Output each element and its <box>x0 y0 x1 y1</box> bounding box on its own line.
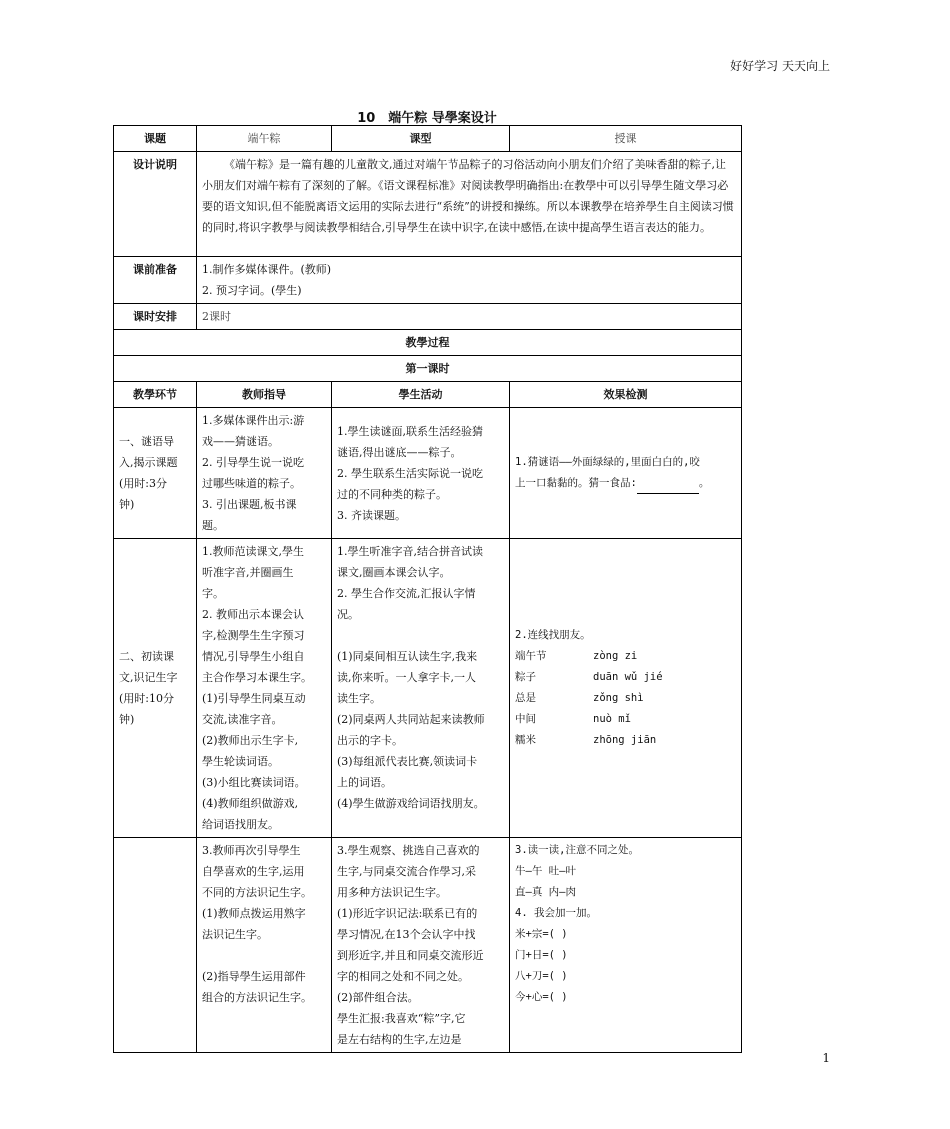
match-pair <box>515 709 736 730</box>
teacher-line: 字,检测學生生字预习 <box>202 629 305 642</box>
teacher-line: 自學喜欢的生字,运用 <box>202 865 305 878</box>
match-pair <box>515 667 736 688</box>
student-line: 2. 學生合作交流,汇报认字情 <box>337 587 476 600</box>
teacher-line: 法识记生字。 <box>202 928 268 941</box>
student-line: 况。 <box>337 608 359 621</box>
student-line: 字的相同之处和不同之处。 <box>337 970 469 983</box>
topic-label: 课题 <box>114 126 197 152</box>
student-line: 1.學生读谜面,联系生活经验猜 <box>337 424 483 438</box>
student-line: 上的词语。 <box>337 776 392 789</box>
teacher-line <box>202 945 326 966</box>
table-row <box>114 838 742 1053</box>
match-pair <box>515 646 736 667</box>
teacher-cell <box>197 838 332 1053</box>
teacher-line: (1)引导學生同桌互动 <box>202 692 306 705</box>
column-header: 教师指导 <box>197 382 332 408</box>
teacher-line: (2)指导學生运用部件 <box>202 970 306 983</box>
check-cell <box>510 838 742 1053</box>
teacher-line: 听准字音,并圈画生 <box>202 566 294 579</box>
stage-line: (用时:10分 <box>119 692 174 705</box>
lesson-plan-table <box>113 125 742 1053</box>
student-cell <box>332 838 510 1053</box>
teacher-line: 组合的方法识记生字。 <box>202 991 312 1004</box>
teacher-line: 3. 引出课题,板书课 <box>202 498 297 511</box>
student-line: 2. 學生联系生活实际说一说吃 <box>337 466 483 480</box>
match-pinyin: nuò mǐ <box>593 713 631 725</box>
column-header: 教學环节 <box>114 382 197 408</box>
answer-blank <box>637 481 699 494</box>
student-line: 學习情况,在13个会认字中找 <box>337 928 476 941</box>
match-pair <box>515 688 736 709</box>
teacher-line: 2. 教师出示本课会认 <box>202 608 304 621</box>
process-title: 教學过程 <box>114 330 742 356</box>
teacher-line: 1.教师范读课文,學生 <box>202 545 304 558</box>
table-row <box>114 539 742 838</box>
teacher-line: 3.教师再次引导學生 <box>202 844 301 857</box>
stage-cell <box>114 539 197 838</box>
check-line: 1.猜谜语——外面绿绿的,里面白白的,咬 <box>515 456 700 468</box>
check-line: 米+宗=( ) <box>515 928 568 940</box>
stage-cell <box>114 408 197 539</box>
match-pair <box>515 730 736 751</box>
stage-line: 入,揭示课题 <box>119 456 178 469</box>
design-description <box>197 152 742 257</box>
check-line: 牛—午 吐—叶 <box>515 865 576 877</box>
student-line: 出示的字卡。 <box>337 734 403 747</box>
teacher-line: 主合作學习本课生字。 <box>202 671 312 684</box>
teacher-line: 给词语找朋友。 <box>202 818 279 831</box>
student-cell <box>332 539 510 838</box>
document-title: 10 端午粽 导學案设计 <box>357 111 497 126</box>
match-word: 粽子 <box>515 671 536 683</box>
header-motto: 好好学习 天天向上 <box>730 59 830 73</box>
check-cell <box>510 539 742 838</box>
student-line: 學生汇报:我喜欢“粽”字,它 <box>337 1012 466 1025</box>
student-line: (2)部件组合法。 <box>337 991 419 1004</box>
teacher-line: 交流,读准字音。 <box>202 713 283 726</box>
stage-line: 一、谜语导 <box>119 435 174 448</box>
column-header: 效果检测 <box>510 382 742 408</box>
teacher-cell <box>197 539 332 838</box>
student-line: 过的不同种类的粽子。 <box>337 487 447 501</box>
student-line: 用多种方法识记生字。 <box>337 886 447 899</box>
student-line: 课文,圈画本课会认字。 <box>337 566 451 579</box>
match-word: 中间 <box>515 713 536 725</box>
check-line: 3.读一读,注意不同之处。 <box>515 844 639 856</box>
table-row <box>114 408 742 539</box>
check-line: 直—真 内—肉 <box>515 886 576 898</box>
design-label: 设计说明 <box>114 152 197 257</box>
student-line: 到形近字,并且和同桌交流形近 <box>337 949 484 962</box>
match-pinyin: zhōng jiān <box>593 734 657 746</box>
stage-line: 文,识记生字 <box>119 671 178 684</box>
check-line: 今+心=( ) <box>515 991 568 1003</box>
student-line: 读生字。 <box>337 692 381 705</box>
student-line: 是左右结构的生字,左边是 <box>337 1033 462 1046</box>
student-cell <box>332 408 510 539</box>
student-line: (3)每组派代表比赛,领读词卡 <box>337 755 478 768</box>
student-line: (2)同桌两人共同站起来读教师 <box>337 713 485 726</box>
page-number: 1 <box>822 1051 830 1065</box>
teacher-line: 戏——猜谜语。 <box>202 435 279 448</box>
teacher-line: 过哪些味道的粽子。 <box>202 477 301 490</box>
student-line: 3.學生观察、挑选自己喜欢的 <box>337 844 480 857</box>
teacher-line: 不同的方法识记生字。 <box>202 886 312 899</box>
teacher-cell <box>197 408 332 539</box>
match-word: 端午节 <box>515 650 547 662</box>
check-cell <box>510 408 742 539</box>
teacher-line: 學生轮读词语。 <box>202 755 279 768</box>
student-line: (1)形近字识记法:联系已有的 <box>337 907 478 920</box>
student-line: 读,你来听。一人拿字卡,一人 <box>337 671 476 684</box>
match-word: 总是 <box>515 692 536 704</box>
column-header: 學生活动 <box>332 382 510 408</box>
teacher-line: 情况,引导學生小组自 <box>202 650 305 663</box>
stage-line: (用时:3分 <box>119 477 167 490</box>
teacher-line: 字。 <box>202 587 224 600</box>
match-word: 糯米 <box>515 734 536 746</box>
prep-item: 1.制作多媒体课件。(教师) <box>202 263 332 276</box>
student-line: 1.學生听准字音,结合拼音试读 <box>337 545 483 558</box>
type-value: 授课 <box>510 126 742 152</box>
match-pinyin: zòng zi <box>593 650 638 662</box>
student-line: (4)學生做游戏给词语找朋友。 <box>337 797 485 810</box>
schedule-value: 2课时 <box>197 304 742 330</box>
teacher-line: (3)小组比赛读词语。 <box>202 776 306 789</box>
teacher-line: 1.多媒体课件出示:游 <box>202 414 305 427</box>
check-line: 4. 我会加一加。 <box>515 907 597 919</box>
teacher-line: (4)教师组织做游戏, <box>202 797 299 810</box>
check-line: 2.连线找朋友。 <box>515 629 591 641</box>
check-line: 八+刀=( ) <box>515 970 568 982</box>
prep-cell <box>197 257 742 304</box>
check-line-text: 上一口黏黏的。猜一食品: <box>515 477 637 489</box>
type-label: 课型 <box>332 126 510 152</box>
prep-item: 2. 预习字词。(學生) <box>202 284 302 297</box>
student-line: (1)同桌间相互认读生字,我来 <box>337 650 478 663</box>
check-line: 上一口黏黏的。猜一食品: 。 <box>515 473 736 494</box>
stage-line: 二、初读课 <box>119 650 174 663</box>
student-line <box>337 625 504 646</box>
teacher-line: (2)教师出示生字卡, <box>202 734 299 747</box>
match-pinyin: zǒng shì <box>593 692 644 704</box>
topic-value: 端午粽 <box>197 126 332 152</box>
stage-line: 钟) <box>119 713 135 726</box>
student-line: 生字,与同桌交流合作學习,采 <box>337 865 476 878</box>
teacher-line: (1)教师点拨运用熟字 <box>202 907 306 920</box>
teacher-line: 题。 <box>202 519 224 532</box>
check-line: 门+日=( ) <box>515 949 568 961</box>
teacher-line: 2. 引导學生说一说吃 <box>202 456 304 469</box>
design-text: 《端午粽》是一篇有趣的儿童散文,通过对端午节品粽子的习俗活动向小朋友们介绍了美味香甜的粽子,让小朋友们对端午粽有了深刻的了解。《语文课程标准》对阅读教學明确指出:在教學中可以引导學生随文學习必要的语文知识,但不能脱离语文运用的实际去进行“系统”的讲授和操练。所以本课教學在培养學生自主阅读习惯的同时,将识字教學与阅读教學相结合,引导學生在读中识字,在读中感悟,在读中提高學生语言表达的能力。 <box>202 158 734 234</box>
prep-label: 课前准备 <box>114 257 197 304</box>
stage-line: 钟) <box>119 498 135 511</box>
match-pinyin: duān wǔ jié <box>593 671 663 683</box>
student-line: 3. 齐读课题。 <box>337 508 406 522</box>
student-line: 谜语,得出谜底——粽子。 <box>337 445 462 459</box>
lesson-title: 第一课时 <box>114 356 742 382</box>
stage-cell <box>114 838 197 1053</box>
schedule-label: 课时安排 <box>114 304 197 330</box>
